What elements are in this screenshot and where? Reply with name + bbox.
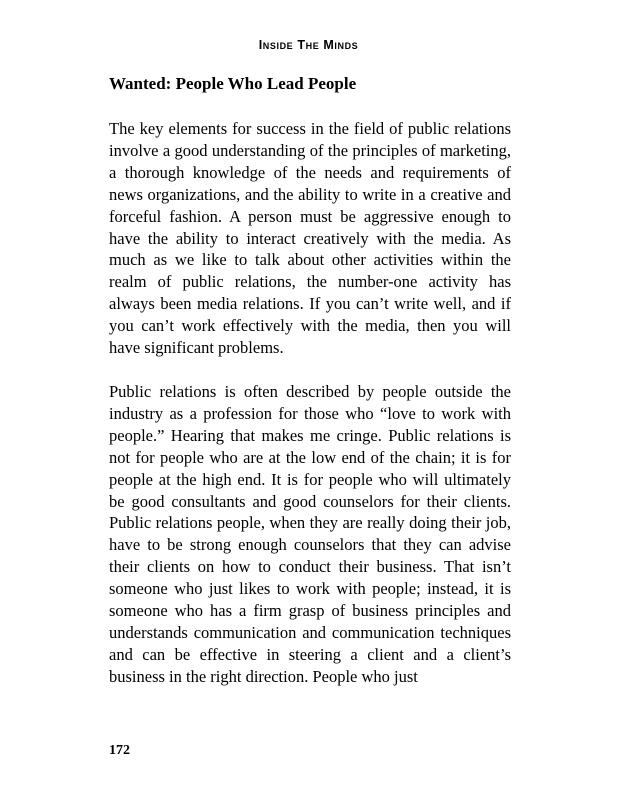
body-paragraph-2: Public relations is often described by people outside the industry as a profession for those who “love to work with people.” Hearing that makes me cringe. Public relations is not for people who are at the low end of the chain; it is for people at the high end. It is for people who will ultimately be good consultants and good counselors for their clients. Public relations people, when they are really doing their job, have to be strong enough counselors that they can advise their clients on how to conduct their business. That isn’t someone who just likes to work with people; instead, it is someone who has a firm grasp of business principles and understands communication and communication techniques and can be effective in steering a client and a client’s business in the right direction. People who just [109,382,511,686]
running-head: Inside The Minds [258,38,359,52]
body-paragraph-1: The key elements for success in the field of public relations involve a good understanding of the principles of marketing, a thorough knowledge of the needs and requirements of news organizations, and the ability to write in a creative and forceful fashion. A person must be aggressive enough to have the ability to interact creatively with the media. As much as we like to talk about other activities within the realm of public relations, the number-one activity has always been media relations. If you can’t write well, and if you can’t work effectively with the media, then you will have significant problems. [109,119,511,358]
section-heading: Wanted: People Who Lead People [109,74,357,93]
page-number: 172 [109,743,130,758]
